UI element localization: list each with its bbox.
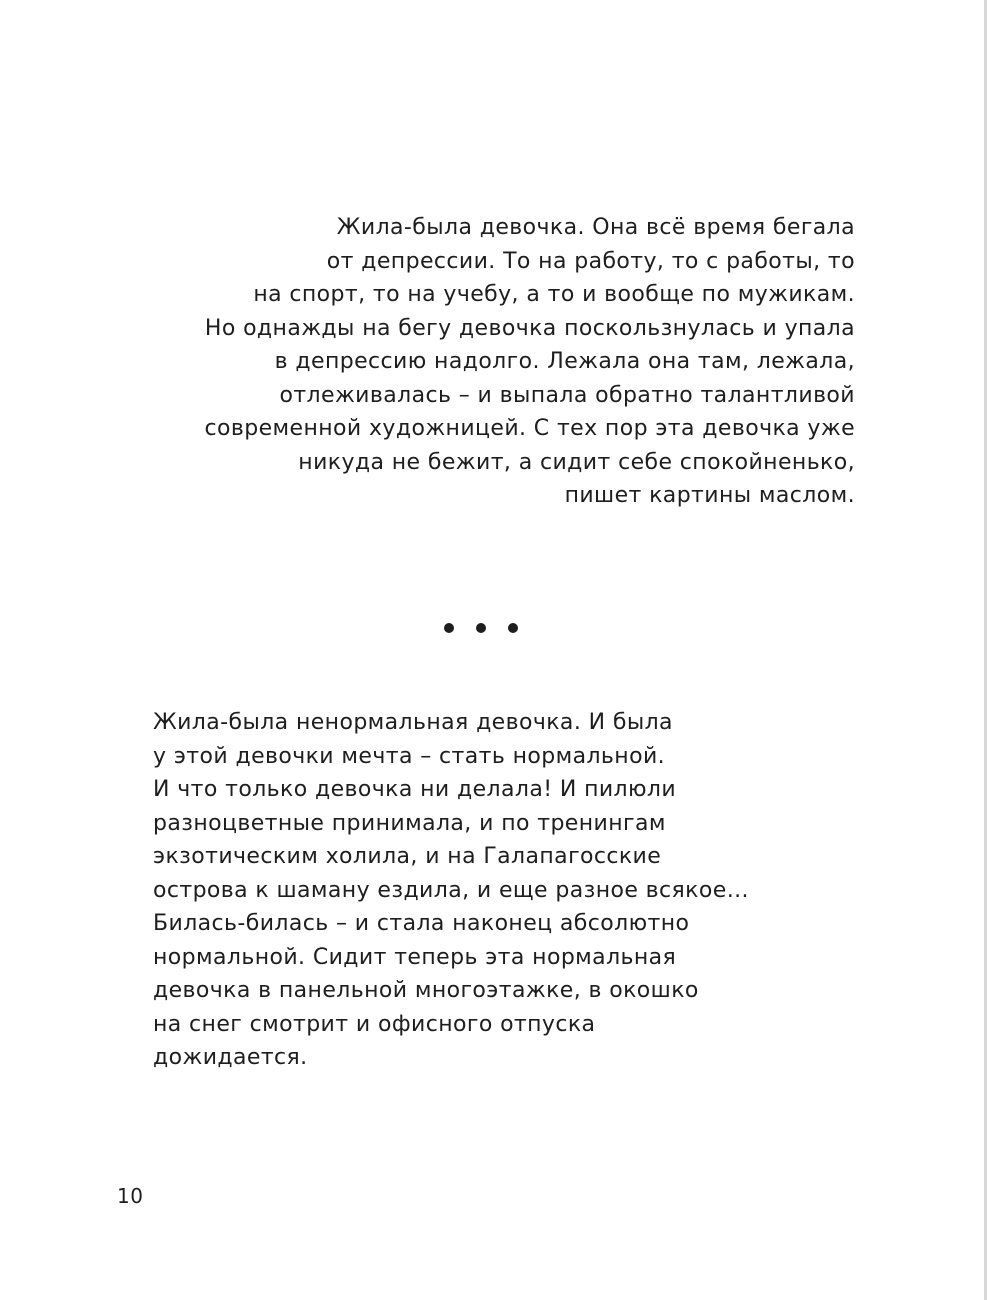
story-line: на спорт, то на учебу, а то и вообще по мужикам. xyxy=(253,282,855,307)
story-line: экзотическим холила, и на Галапагосские xyxy=(153,844,662,869)
story-line: отлеживалась – и выпала обратно талантливой xyxy=(279,382,855,408)
story-line: на снег смотрит и офисного отпуска xyxy=(153,1011,596,1037)
story-line: разноцветные принимала, и по тренингам xyxy=(153,810,666,836)
section-separator xyxy=(444,623,518,633)
story-line: от депрессии. То на работу, то с работы, то xyxy=(326,248,855,274)
story-line: в депрессию надолго. Лежала она там, лежала, xyxy=(274,349,855,374)
story-line: девочка в панельной многоэтажке, в окошко xyxy=(153,978,699,1003)
story-line: Жила-была девочка. Она всё время бегала xyxy=(336,215,855,240)
story-line: у этой девочки мечта – стать нормальной. xyxy=(153,743,666,769)
dot-icon xyxy=(476,623,486,633)
dot-icon xyxy=(508,623,518,633)
story-line: пишет картины маслом. xyxy=(564,483,855,508)
story-line: Билась-билась – и стала наконец абсолютно xyxy=(153,911,690,936)
story-line: И что только девочка ни делала! И пилюли xyxy=(153,777,677,802)
story-line: современной художницей. С тех пор эта девочка уже xyxy=(204,416,855,441)
story-line: Но однажды на бегу девочка поскользнулась и упала xyxy=(204,315,855,341)
story-line: дожидается. xyxy=(153,1045,308,1070)
story-line: острова к шаману ездила, и еще разное всякое… xyxy=(153,877,750,903)
story-first xyxy=(205,211,855,513)
story-line: никуда не бежит, а сидит себе спокойненько, xyxy=(298,449,855,475)
story-line: нормальной. Сидит теперь эта нормальная xyxy=(153,944,677,970)
page-number: 10 xyxy=(117,1184,144,1208)
story-second xyxy=(153,706,749,1075)
dot-icon xyxy=(444,623,454,633)
story-line: Жила-была ненормальная девочка. И была xyxy=(153,710,673,735)
